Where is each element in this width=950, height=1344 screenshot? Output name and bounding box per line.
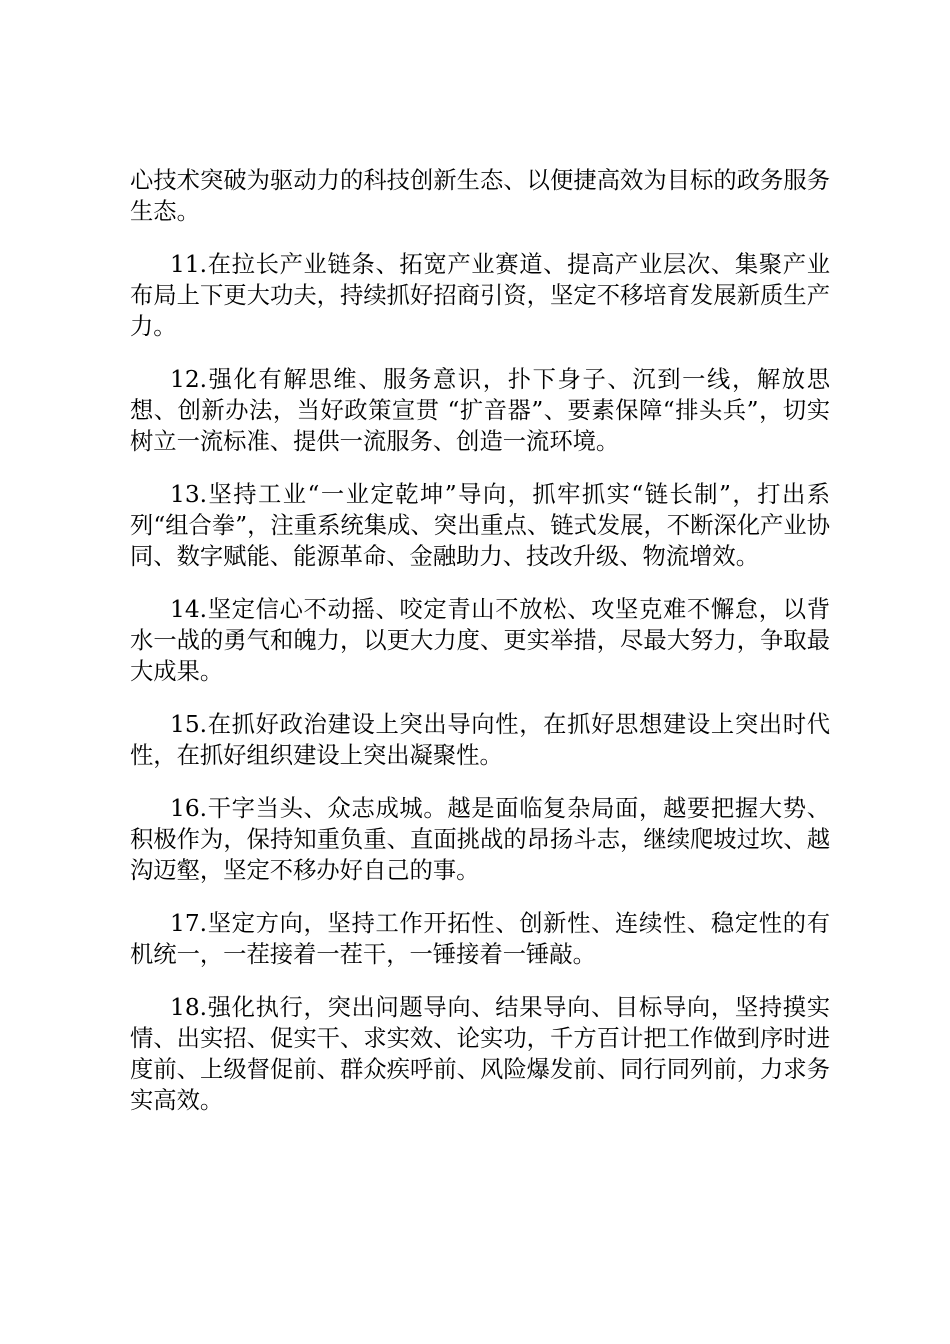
list-item xyxy=(130,793,830,886)
item-number: 14. xyxy=(170,596,208,623)
continuation-paragraph: 心技术突破为驱动力的科技创新生态、以便捷高效为目标的政务服务生态。 xyxy=(130,167,830,225)
item-number: 17. xyxy=(170,910,208,937)
item-number: 16. xyxy=(170,795,208,822)
list-item xyxy=(130,908,830,970)
document-body xyxy=(130,165,830,1138)
list-item xyxy=(130,709,830,771)
item-text: 坚定方向，坚持工作开拓性、创新性、连续性、稳定性的有机统一，一茬接着一茬干，一锤接着一锤敲。 xyxy=(130,910,830,968)
item-number: 15. xyxy=(170,711,208,738)
item-text: 坚定信心不动摇、咬定青山不放松、攻坚克难不懈怠，以背水一战的勇气和魄力，以更大力度、更实举措，尽最大努力，争取最大成果。 xyxy=(130,596,830,685)
list-item xyxy=(130,594,830,687)
item-text: 在拉长产业链条、拓宽产业赛道、提高产业层次、集聚产业布局上下更大功夫，持续抓好招商引资，坚定不移培育发展新质生产力。 xyxy=(130,251,830,340)
item-text: 强化有解思维、服务意识，扑下身子、沉到一线，解放思想、创新办法，当好政策宣贯 “扩音器”、要素保障“排头兵”，切实树立一流标准、提供一流服务、创造一流环境。 xyxy=(130,366,830,455)
item-number: 12. xyxy=(170,366,208,393)
item-text: 坚持工业“一业定乾坤”导向，抓牢抓实“链长制”，打出系列“组合拳”，注重系统集成、突出重点、链式发展，不断深化产业协同、数字赋能、能源革命、金融助力、技改升级、物流增效。 xyxy=(130,481,830,570)
item-text: 在抓好政治建设上突出导向性，在抓好思想建设上突出时代性，在抓好组织建设上突出凝聚性。 xyxy=(130,711,830,769)
list-item xyxy=(130,479,830,572)
list-item xyxy=(130,364,830,457)
item-text: 强化执行，突出问题导向、结果导向、目标导向，坚持摸实情、出实招、促实干、求实效、论实功，千方百计把工作做到序时进度前、上级督促前、群众疾呼前、风险爆发前、同行同列前，力求务实高效。 xyxy=(130,994,830,1114)
item-number: 11. xyxy=(170,251,208,278)
item-number: 13. xyxy=(170,481,208,508)
item-text: 干字当头、众志成城。越是面临复杂局面，越要把握大势、积极作为，保持知重负重、直面挑战的昂扬斗志，继续爬坡过坎、越沟迈壑，坚定不移办好自己的事。 xyxy=(130,795,830,884)
list-item xyxy=(130,992,830,1116)
item-number: 18. xyxy=(170,994,208,1021)
list-item xyxy=(130,249,830,342)
